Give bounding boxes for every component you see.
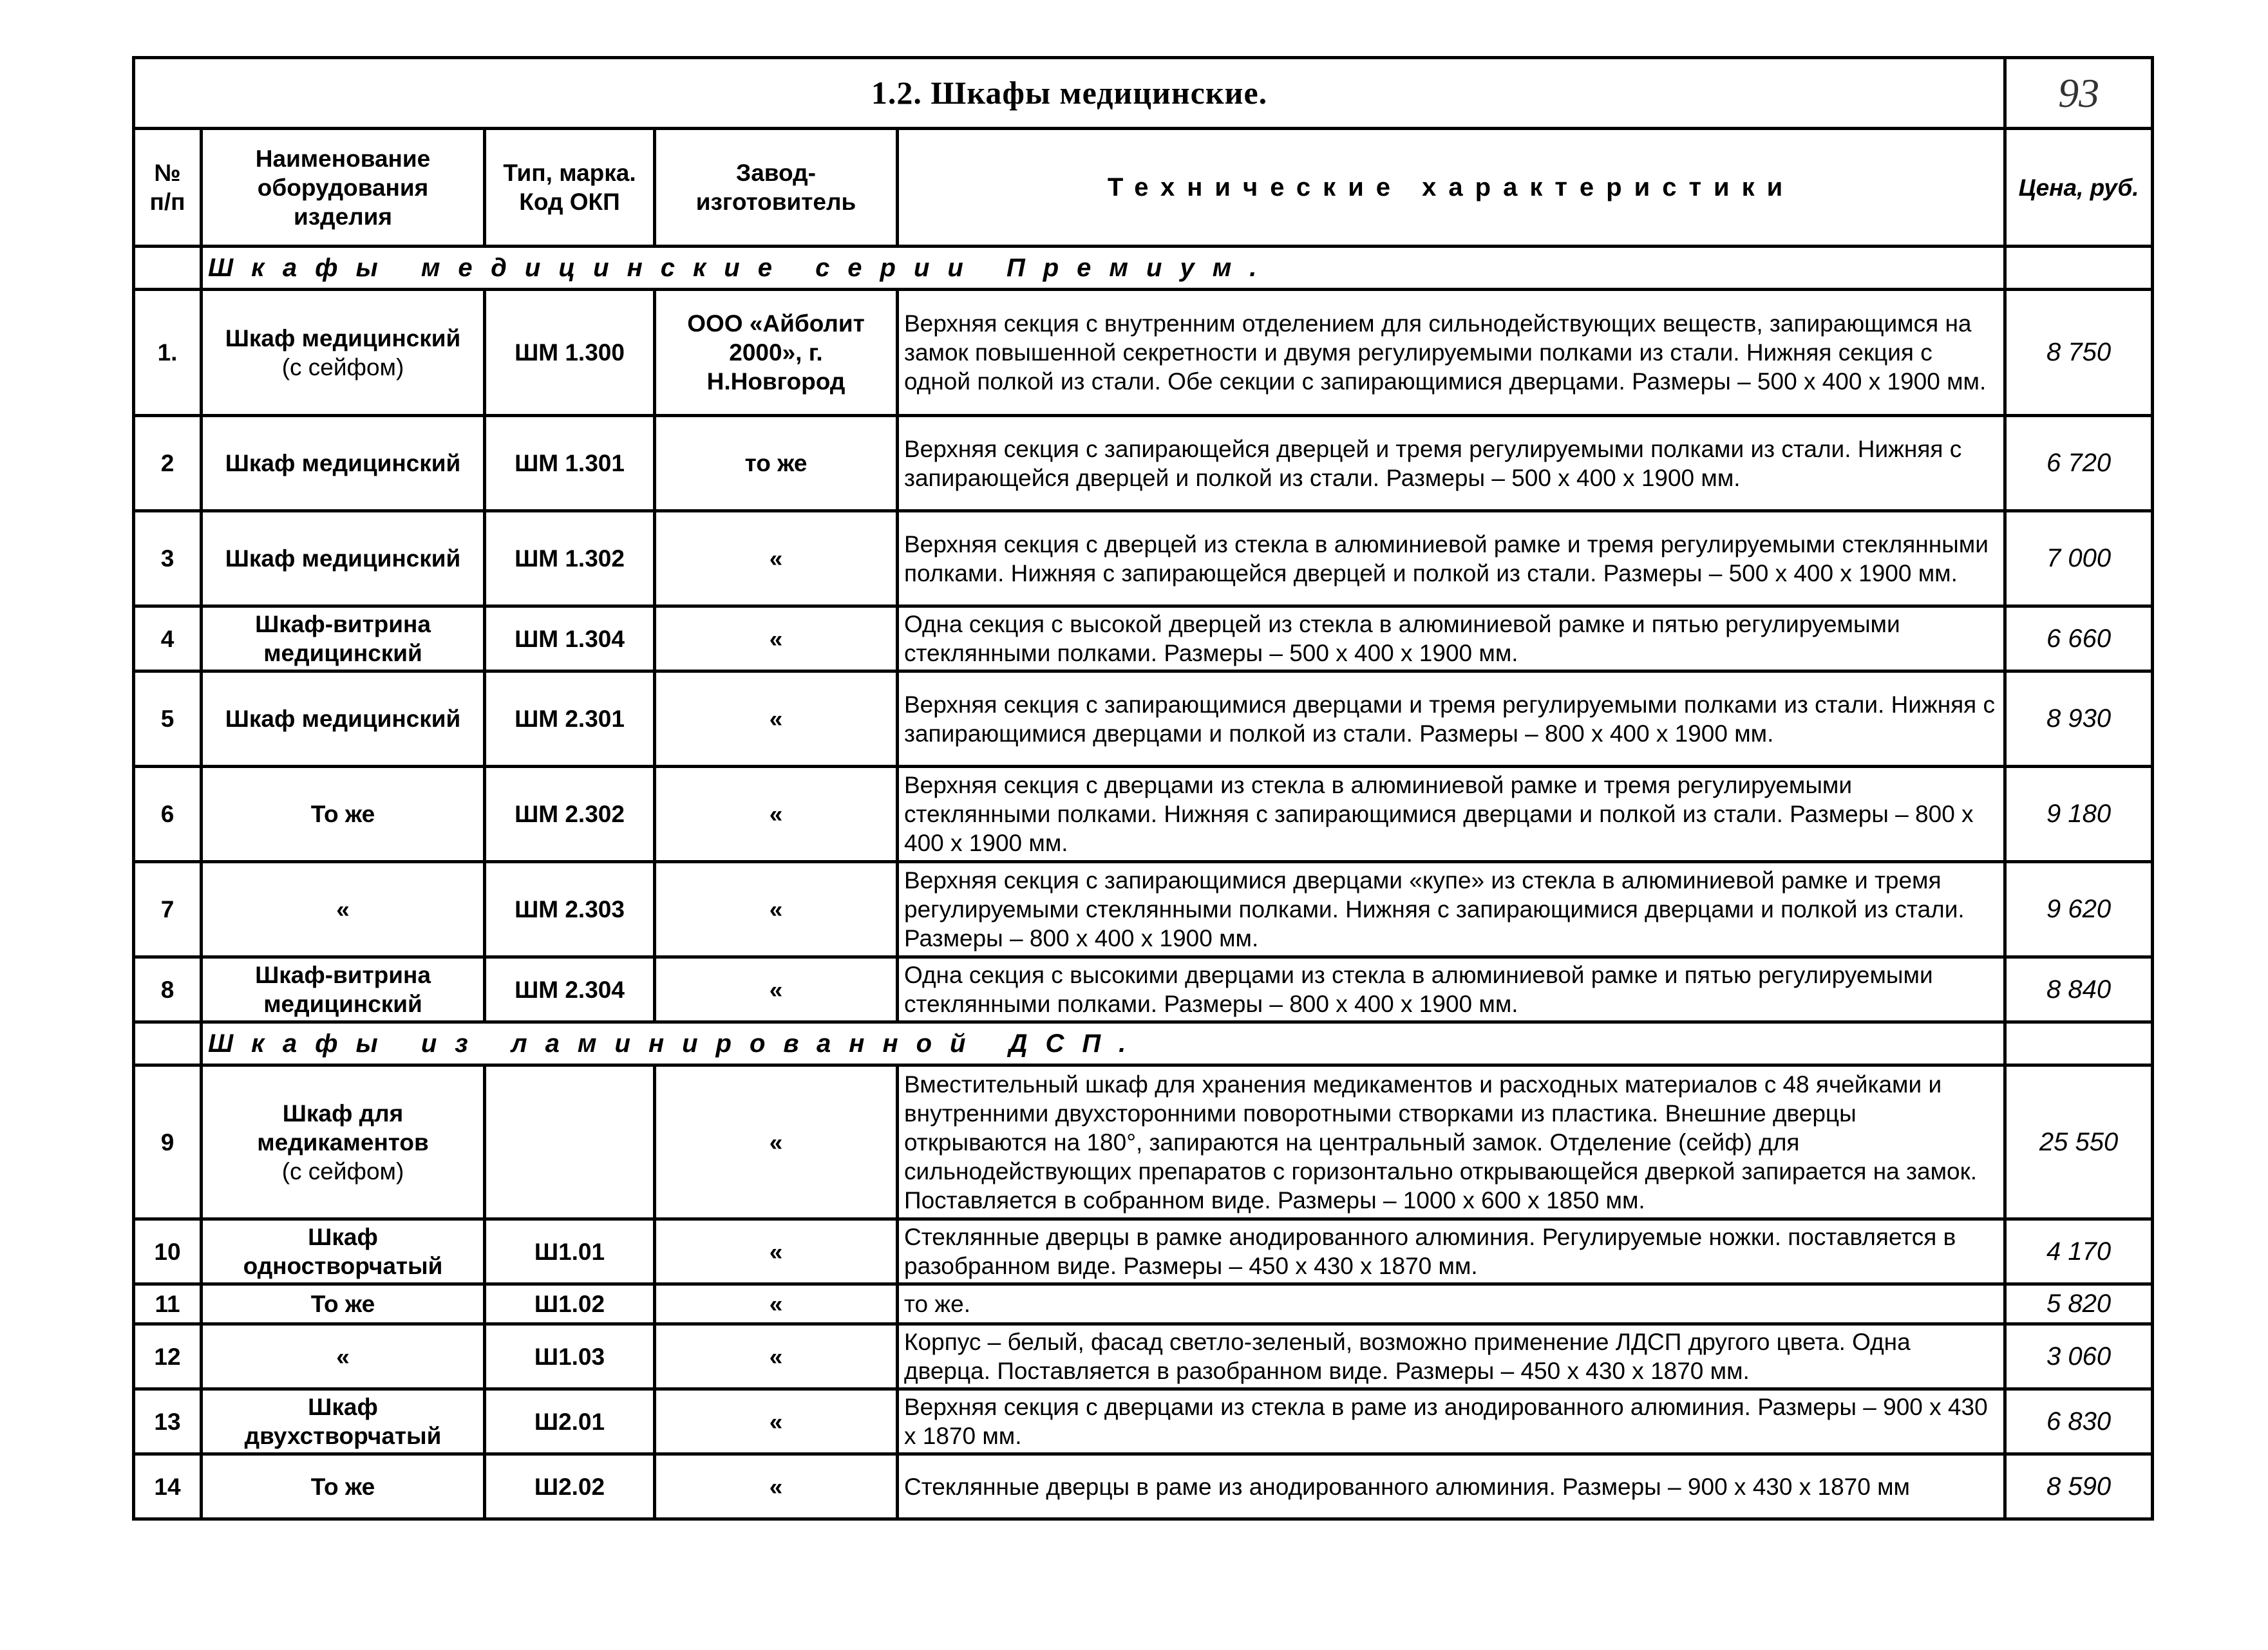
item-type: [485, 1065, 655, 1219]
item-name-text: Шкаф-витрина медицинский: [255, 611, 431, 666]
item-name: [202, 606, 485, 671]
item-maker: «: [655, 1454, 898, 1519]
page-number: 93: [2005, 58, 2153, 129]
item-type: ШМ 1.300: [485, 290, 655, 416]
item-price: 6 660: [2005, 606, 2153, 671]
item-price: 6 720: [2005, 416, 2153, 511]
row-number: 8: [134, 957, 202, 1022]
item-maker: «: [655, 1065, 898, 1219]
table-row: [134, 671, 2153, 767]
item-name-text: «: [336, 1343, 350, 1370]
price-sheet: [132, 56, 2151, 1521]
item-type: Ш2.02: [485, 1454, 655, 1519]
header-specs: Технические характеристики: [898, 129, 2005, 247]
row-number: 1.: [134, 290, 202, 416]
section-row: [134, 247, 2153, 290]
item-maker: «: [655, 606, 898, 671]
item-type: ШМ 1.304: [485, 606, 655, 671]
table-row: [134, 606, 2153, 671]
item-maker: «: [655, 671, 898, 767]
row-number: 3: [134, 511, 202, 606]
item-maker: «: [655, 1389, 898, 1454]
item-type: ШМ 2.304: [485, 957, 655, 1022]
item-name: [202, 416, 485, 511]
section-title: Шкафы из ламинированной ДСП.: [202, 1022, 2005, 1065]
item-type: Ш1.03: [485, 1324, 655, 1389]
item-name-text: Шкаф медицинский: [225, 450, 461, 476]
item-name: [202, 957, 485, 1022]
row-number: 5: [134, 671, 202, 767]
item-name-text: То же: [310, 1473, 375, 1500]
item-specs: Верхняя секция с запирающимися дверцами «купе» из стекла в алюминиевой рамке и тремя регулируемыми стеклянными полками. Нижняя с запирающимися дверцами и полкой из стали. Размеры – 800 х 400 х 1900 мм.: [898, 862, 2005, 957]
item-name-text: «: [336, 896, 350, 923]
item-price: 8 840: [2005, 957, 2153, 1022]
item-specs: Верхняя секция с запирающейся дверцей и тремя регулируемыми полками из стали. Нижняя с запирающейся дверцей и полкой из стали. Размеры – 500 х 400 х 1900 мм.: [898, 416, 2005, 511]
section-row: [134, 1022, 2153, 1065]
item-name-text: Шкаф медицинский: [225, 545, 461, 572]
item-specs: Стеклянные дверцы в раме из анодированного алюминия. Размеры – 900 х 430 х 1870 мм: [898, 1454, 2005, 1519]
item-price: 9 620: [2005, 862, 2153, 957]
item-price: 9 180: [2005, 767, 2153, 862]
header-row: [134, 129, 2153, 247]
table-row: [134, 1454, 2153, 1519]
table-row: [134, 416, 2153, 511]
item-price: 8 930: [2005, 671, 2153, 767]
table-row: [134, 290, 2153, 416]
item-name: [202, 1065, 485, 1219]
header-name: Наименование оборудования изделия: [202, 129, 485, 247]
item-price: 3 060: [2005, 1324, 2153, 1389]
header-maker: Завод-изготовитель: [655, 129, 898, 247]
item-type: Ш2.01: [485, 1389, 655, 1454]
item-name: [202, 511, 485, 606]
item-specs: Верхняя секция с дверцами из стекла в раме из анодированного алюминия. Размеры – 900 х 430 х 1870 мм.: [898, 1389, 2005, 1454]
item-specs: Верхняя секция с дверцами из стекла в алюминиевой рамке и тремя регулируемыми стеклянными полками. Нижняя с запирающимися дверцами и полкой из стали. Размеры – 800 х 400 х 1900 мм.: [898, 767, 2005, 862]
item-specs: Одна секция с высокими дверцами из стекла в алюминиевой рамке и пятью регулируемыми стеклянными полками. Размеры – 800 х 400 х 1900 мм.: [898, 957, 2005, 1022]
item-name: [202, 290, 485, 416]
item-name: [202, 767, 485, 862]
item-type: Ш1.02: [485, 1284, 655, 1324]
table-row: [134, 1389, 2153, 1454]
item-specs: то же.: [898, 1284, 2005, 1324]
item-name-note: (с сейфом): [281, 353, 404, 380]
item-name-text: То же: [310, 1291, 375, 1317]
row-number: 9: [134, 1065, 202, 1219]
item-name: [202, 1324, 485, 1389]
item-specs: Корпус – белый, фасад светло-зеленый, возможно применение ЛДСП другого цвета. Одна дверца. Поставляется в разобранном виде. Размеры – 450 х 430 х 1870 мм.: [898, 1324, 2005, 1389]
title-row: [134, 58, 2153, 129]
item-type: ШМ 2.303: [485, 862, 655, 957]
table-row: [134, 1324, 2153, 1389]
item-price: 6 830: [2005, 1389, 2153, 1454]
item-maker: «: [655, 862, 898, 957]
item-name-text: Шкаф медицинский: [225, 706, 461, 732]
row-number: 6: [134, 767, 202, 862]
item-name-text: То же: [310, 801, 375, 827]
table-row: [134, 511, 2153, 606]
section-spacer: [2005, 1022, 2153, 1065]
page-title: 1.2. Шкафы медицинские.: [134, 58, 2005, 129]
item-type: ШМ 1.301: [485, 416, 655, 511]
item-maker: «: [655, 767, 898, 862]
item-name-text: Шкаф одностворчатый: [243, 1224, 443, 1279]
table-row: [134, 1065, 2153, 1219]
table-row: [134, 957, 2153, 1022]
item-price: 7 000: [2005, 511, 2153, 606]
item-maker: «: [655, 1284, 898, 1324]
item-price: 5 820: [2005, 1284, 2153, 1324]
row-number: 12: [134, 1324, 202, 1389]
row-number: 4: [134, 606, 202, 671]
table-row: [134, 1284, 2153, 1324]
header-type: Тип, марка. Код ОКП: [485, 129, 655, 247]
item-name-text: Шкаф двухстворчатый: [244, 1394, 442, 1449]
header-price: Цена, руб.: [2005, 129, 2153, 247]
section-spacer: [2005, 247, 2153, 290]
item-type: Ш1.01: [485, 1219, 655, 1284]
item-maker: ООО «Айболит 2000», г. Н.Новгород: [655, 290, 898, 416]
table-row: [134, 1219, 2153, 1284]
item-price: 8 590: [2005, 1454, 2153, 1519]
item-specs: Вместительный шкаф для хранения медикаментов и расходных материалов с 48 ячейками и внутренними двухсторонними поворотными створками из пластика. Внешние дверцы открываются на 180°, запираются на центральный замок. Отделение (сейф) для сильнодействующих препаратов с горизонтально открывающейся дверкой запирается на замок. Поставляется в собранном виде. Размеры – 1000 х 600 х 1850 мм.: [898, 1065, 2005, 1219]
item-maker: то же: [655, 416, 898, 511]
item-name: [202, 671, 485, 767]
item-specs: Верхняя секция с запирающимися дверцами и тремя регулируемыми полками из стали. Нижняя с запирающимися дверцами и полкой из стали. Размеры – 800 х 400 х 1900 мм.: [898, 671, 2005, 767]
row-number: 10: [134, 1219, 202, 1284]
item-type: ШМ 1.302: [485, 511, 655, 606]
item-maker: «: [655, 1219, 898, 1284]
item-specs: Верхняя секция с внутренним отделением для сильнодействующих веществ, запирающимся на замок повышенной секретности и двумя регулируемыми полками из стали. Нижняя секция с одной полкой из стали. Обе секции с запирающимися дверцами. Размеры – 500 х 400 х 1900 мм.: [898, 290, 2005, 416]
row-number: 7: [134, 862, 202, 957]
item-specs: Одна секция с высокой дверцей из стекла в алюминиевой рамке и пятью регулируемыми стеклянными полками. Размеры – 500 х 400 х 1900 мм.: [898, 606, 2005, 671]
item-name-text: Шкаф-витрина медицинский: [255, 962, 431, 1017]
row-number: 13: [134, 1389, 202, 1454]
row-number: 14: [134, 1454, 202, 1519]
section-spacer: [134, 1022, 202, 1065]
header-num: № п/п: [134, 129, 202, 247]
item-type: ШМ 2.301: [485, 671, 655, 767]
table-row: [134, 862, 2153, 957]
section-spacer: [134, 247, 202, 290]
row-number: 11: [134, 1284, 202, 1324]
item-maker: «: [655, 511, 898, 606]
item-name: [202, 1454, 485, 1519]
equipment-table: [132, 56, 2154, 1521]
row-number: 2: [134, 416, 202, 511]
item-price: 4 170: [2005, 1219, 2153, 1284]
item-name: [202, 1219, 485, 1284]
table-row: [134, 767, 2153, 862]
item-price: 8 750: [2005, 290, 2153, 416]
item-price: 25 550: [2005, 1065, 2153, 1219]
item-maker: «: [655, 957, 898, 1022]
item-name-text: Шкаф для медикаментов: [257, 1100, 429, 1156]
item-name-note: (с сейфом): [281, 1158, 404, 1185]
item-maker: «: [655, 1324, 898, 1389]
item-specs: Стеклянные дверцы в рамке анодированного алюминия. Регулируемые ножки. поставляется в разобранном виде. Размеры – 450 х 430 х 1870 мм.: [898, 1219, 2005, 1284]
item-name: [202, 1284, 485, 1324]
item-name: [202, 862, 485, 957]
item-name: [202, 1389, 485, 1454]
item-type: ШМ 2.302: [485, 767, 655, 862]
item-specs: Верхняя секция с дверцей из стекла в алюминиевой рамке и тремя регулируемыми стеклянными полками. Нижняя с запирающейся дверцей и полкой из стали. Размеры – 500 х 400 х 1900 мм.: [898, 511, 2005, 606]
item-name-text: Шкаф медицинский: [225, 324, 461, 352]
section-title: Шкафы медицинские серии Премиум.: [202, 247, 2005, 290]
